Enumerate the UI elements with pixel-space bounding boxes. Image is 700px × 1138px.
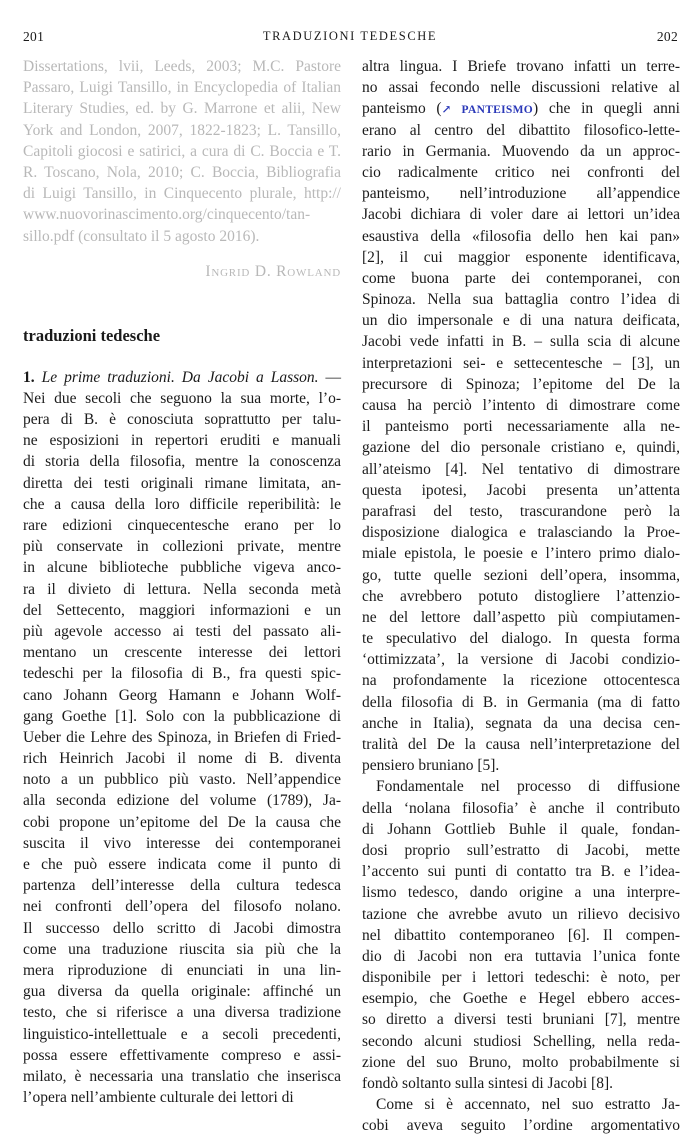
text-line: l’opera nell’ambiente culturale dei lettori di — [23, 1089, 294, 1107]
text-line: più conservate in collezioni private, mentre — [23, 538, 341, 556]
text-line: na profondamente la ricezione ottocentesca — [362, 672, 680, 690]
text-line: questa ipotesi, Jacobi presenta un’attenta — [362, 481, 680, 499]
text-line: Literary Studies, ed. by G. Marrone et alii, New — [23, 100, 341, 118]
text-line: Il successo dello scritto di Jacobi dimostra — [23, 919, 341, 937]
text-line: di storia della filosofia, mentre la conoscenza — [23, 453, 341, 471]
text-line: cobi propone un’epitome del De la causa che — [23, 813, 341, 831]
text-line: milato, è necessaria una translatio che inserisca — [23, 1067, 341, 1085]
text-line: rare edizioni cinquecentesche erano per lo — [23, 517, 341, 534]
text-line: dosi proprio sull’estratto di Jacobi, mette — [362, 841, 680, 859]
text-line: lismo tedesco, dando origine a una interpre- — [362, 884, 680, 902]
text-line: causa ha perciò l’intento di dimostrare come — [362, 397, 680, 414]
text-line: testo, che si riferisce a una diversa tradizione — [23, 1004, 341, 1022]
text-line: disponibile per i lettori tedeschi: è noto, per — [362, 969, 680, 987]
left-column — [23, 56, 341, 1108]
text-line: di Johann Gottlieb Buhle il quale, fondan- — [362, 820, 680, 838]
text-line: cobi aveva seguito l’ordine argomentativo — [362, 1117, 680, 1135]
cross-reference-link[interactable]: (↗ PANTEISMO) — [436, 100, 539, 118]
text-line: ‘ottimizzata’, la versione di Jacobi condizio- — [362, 651, 680, 669]
text-line: Capitoli giocosi e satirici, a cura di C. Boccia e T. — [23, 142, 341, 160]
text-line: tazione che avrebbe avuto un rilievo decisivo — [362, 905, 680, 923]
text-line: Passaro, Luigi Tansillo, in Encyclopedia of Italian — [23, 79, 341, 97]
section-dash: — — [318, 368, 342, 386]
text-line: all’ateismo [4]. Nel tentativo di dimostrare — [362, 460, 680, 478]
text-line: panteismo, nell’introduzione all’appendice — [362, 185, 680, 203]
text-line: gua diversa da quella originale: affinché un — [23, 983, 341, 1001]
page-number-left: 201 — [23, 29, 45, 44]
text-line: pera di B. è conosciuta soprattutto per talu- — [23, 411, 341, 429]
text-line: e che può essere indicata come il punto di — [23, 856, 341, 873]
text-line: del Settecento, maggiori informazioni e un — [23, 601, 341, 619]
text-line: pensiero bruniano [5]. — [362, 757, 500, 775]
text-line: erano al centro del dibattito filosofico-lette- — [362, 121, 680, 139]
text-line: della filosofia di B. in Germania (ma di fatto — [362, 693, 680, 711]
text-line: più agevole accesso ai testi del passato ali- — [23, 622, 341, 640]
text-line: cio radicalmente critico nei confronti del — [362, 163, 680, 181]
text-line: esempio, che Goethe e Hegel ebbero acces- — [362, 990, 680, 1008]
text-line: te speculativo del dialogo. In questa forma — [362, 630, 680, 648]
text-line: nel dibattito contemporaneo [6]. Il compen- — [362, 926, 680, 944]
text-line: gazione del dio personale cristiano e, quindi, — [362, 439, 680, 457]
running-title: TRADUZIONI TEDESCHE — [262, 29, 438, 43]
section-heading: Le prime traduzioni. Da Jacobi a Lasson. — [41, 368, 319, 386]
text-line: suscita il vivo interesse dei contemporanei — [23, 834, 341, 852]
text-line: R. Toscano, Nola, 2010; C. Boccia, Bibliografia — [23, 163, 341, 181]
text-line: parafrasi del testo, trascurandone però la — [362, 502, 680, 520]
text-line: fondò soltanto sulla sintesi di Jacobi [8]. — [362, 1075, 613, 1092]
arrow-icon: ↗ — [441, 104, 452, 117]
text-line: tedeschi per la filosofia di B., fra questi spic- — [23, 665, 341, 683]
text-line-with-xref: panteismo (↗ PANTEISMO) che in quegli anni — [362, 100, 680, 118]
text-line: noto a un pubblico più vasto. Nell’appendice — [23, 771, 341, 789]
text-line: linguistico-intellettuale e a secoli precedenti, — [23, 1025, 341, 1043]
text-line: che avrebbero potuto distogliere l’attenzio- — [362, 587, 680, 605]
text-line: ne esposizioni in repertori eruditi e manuali — [23, 432, 341, 450]
right-body — [362, 120, 680, 1137]
text-line: nei confronti dell’opera del filosofo nolano. — [23, 898, 341, 916]
text-line: mentano un crescente interesse dei lettori — [23, 644, 341, 662]
text-line: un dio impersonale e di una natura deificata, — [362, 312, 680, 330]
text-line: precursore di Spinoza; l’epitome del De la — [362, 375, 680, 393]
section-number: 1. — [23, 368, 35, 386]
text-line: sillo.pdf (consultato il 5 agosto 2016). — [23, 227, 260, 245]
section-heading-line — [23, 367, 341, 388]
text-line: il panteismo porti necessariamente alla ne- — [362, 418, 680, 436]
text-line: zione del suo Bruno, molto probabilmente si — [362, 1053, 680, 1071]
text-line: so diretto a diversi testi bruniani [7], mentre — [362, 1011, 680, 1029]
bibliography-block — [23, 56, 341, 247]
text-line: diretta dei testi originali rimane limitata, an- — [23, 474, 341, 492]
text-line: Spinoza. Nella sua battaglia contro l’idea di — [362, 291, 680, 309]
text-line: in alcune biblioteche pubbliche vigeva anco- — [23, 559, 341, 577]
text-line: Jacobi dichiara di voler dare ai lettori un’idea — [362, 206, 680, 224]
text-line: disposizione dialogica e tralasciando la Proe- — [362, 524, 680, 542]
text-line: mera riproduzione di enunciati in una lin- — [23, 961, 341, 979]
text-line: miale epistola, le poesie e l’intero primo dialo- — [362, 545, 680, 563]
text-line: di Luigi Tansillo, in Cinquecento plurale, http:// — [23, 185, 341, 203]
text-line: rich Heinrich Jacobi il nome di B. diventa — [23, 750, 341, 768]
text-line: York and London, 2007, 1822-1823; L. Tansillo, — [23, 121, 341, 139]
text-line: della ‘nolana filosofia’ è anche il contributo — [362, 799, 680, 817]
text-line: che a causa della loro difficile reperibilità: le — [23, 495, 341, 513]
text-line: no assai fecondo nelle discussioni relative al — [362, 79, 680, 97]
text-line: ra il divieto di lettura. Nella seconda metà — [23, 580, 341, 598]
text-line: gang Goethe [1]. Solo con la pubblicazione di — [23, 707, 341, 725]
text-line: come una traduzione riuscita sia più che la — [23, 940, 341, 958]
text-line: secondo alcuni studiosi Schelling, nella reda- — [362, 1032, 680, 1050]
text-line: ne del lettore dall’aspetto più compiutamen- — [362, 608, 680, 626]
text-line: www.nuovorinascimento.org/cinquecento/tan- — [23, 206, 311, 224]
right-column — [362, 56, 680, 1137]
text-line: Dissertations, lvii, Leeds, 2003; M.C. Pastore — [23, 58, 341, 75]
text-line: cano Johann Georg Hamann e Johann Wolf- — [23, 686, 341, 704]
text-line: esaustiva della «filosofia dello hen kai pan» — [362, 227, 680, 245]
text-line: interpretazioni sei- e settecentesche – [3], un — [362, 354, 680, 372]
text-line: possa essere effettivamente compreso e assi- — [23, 1046, 341, 1064]
text-line: l’accento sui punti di contatto tra B. e l’idea- — [362, 863, 680, 881]
left-body — [23, 388, 341, 1108]
text-line: Ueber die Lehre des Spinoza, in Briefen di Fried- — [23, 728, 341, 746]
entry-title: traduzioni tedesche — [23, 325, 161, 345]
text-line: come buona parte dei contemporanei, con — [362, 269, 680, 287]
text-line: Nei due secoli che seguono la sua morte, l’o- — [23, 389, 341, 407]
author-signature: Ingrid D. Rowland — [205, 262, 341, 280]
text-line: altra lingua. I Briefe trovano infatti un terre- — [362, 58, 680, 75]
text-line: Jacobi vede infatti in B. – sulla scia di alcune — [362, 333, 680, 351]
text-line: partenza dell’interesse della cultura tedesca — [23, 877, 341, 895]
text-line: anche in Italia), segnata da una decisa cen- — [362, 714, 680, 732]
text-line: Come si è accennato, nel suo estratto Ja- — [376, 1096, 680, 1114]
page-number-right: 202 — [656, 29, 678, 44]
text-line: dio di Jacobi non era tuttavia l’unica fonte — [362, 947, 680, 965]
text-line: alla seconda edizione del volume (1789), Ja- — [23, 792, 341, 810]
text-line: Fondamentale nel processo di diffusione — [376, 778, 680, 796]
text-line: go, tutte quelle sezioni dell’opera, insomma, — [362, 566, 680, 584]
text-line: rario in Germania. Muovendo da un approc- — [362, 142, 680, 160]
text-line: [2], il cui maggior esponente identificava, — [362, 248, 680, 266]
text-line: tralità del De la causa nell’interpretazione del — [362, 736, 680, 753]
